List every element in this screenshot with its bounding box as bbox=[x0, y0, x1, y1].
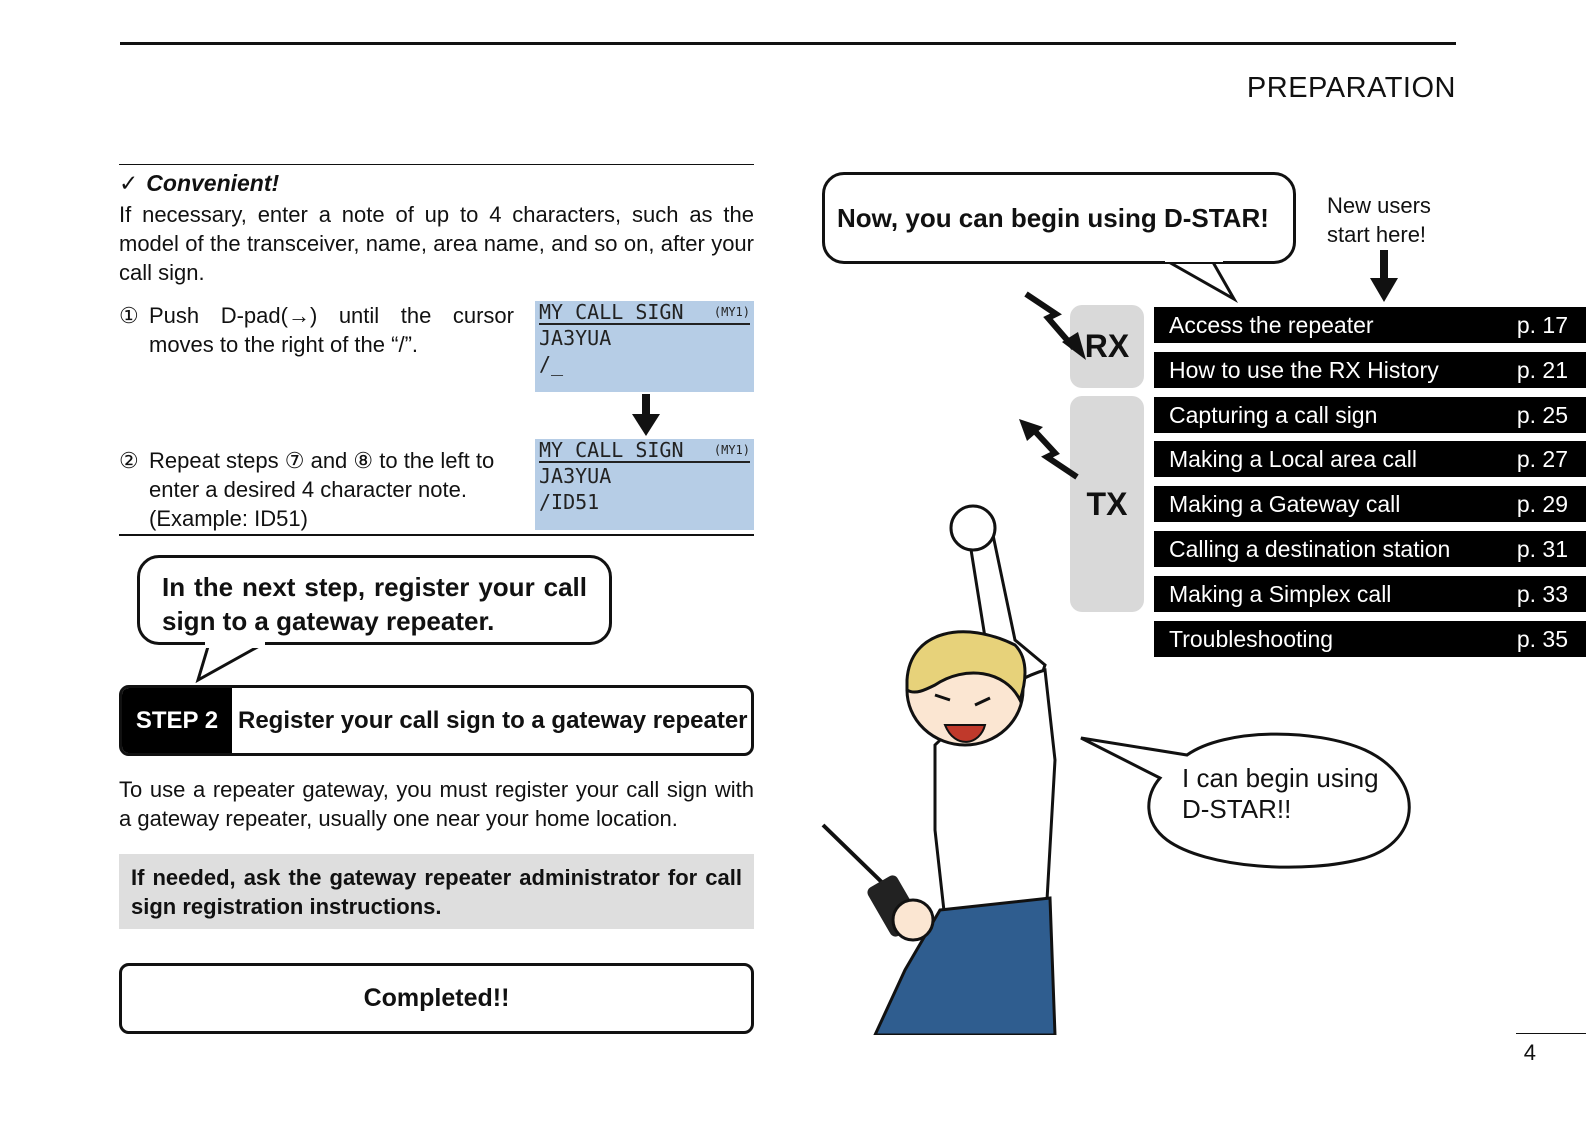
tx-signal-arrow-icon bbox=[1015, 415, 1085, 495]
step2-header bbox=[119, 685, 754, 756]
convenient-body: If necessary, enter a note of up to 4 characters, such as the model of the transceiver, name, area name, and so on, after your call sign. bbox=[119, 202, 754, 285]
instruction-step-2 bbox=[119, 446, 514, 533]
menu-item[interactable]: How to use the RX History p. 21 bbox=[1154, 352, 1586, 388]
step-text: Repeat steps ⑦ and ⑧ to the left to enter a desired 4 character note. (Example: ID51) bbox=[149, 448, 495, 531]
dstar-bubble: Now, you can begin using D-STAR! bbox=[822, 172, 1296, 264]
rx-tab: RX bbox=[1070, 305, 1144, 388]
lcd-header: MY CALL SIGN (MY1) bbox=[539, 438, 750, 462]
tx-tab: TX bbox=[1070, 396, 1144, 612]
menu-item[interactable]: Troubleshooting p. 35 bbox=[1154, 621, 1586, 657]
instruction-step-1 bbox=[119, 301, 514, 359]
lcd-display-1 bbox=[535, 301, 754, 392]
page-number: 4 bbox=[1523, 1040, 1536, 1065]
convenient-rule bbox=[119, 164, 754, 165]
lcd-line: /ID51 bbox=[539, 490, 600, 514]
step-title: Register your call sign to a gateway repeater bbox=[238, 706, 748, 734]
menu-item[interactable]: Making a Local area call p. 27 bbox=[1154, 441, 1586, 477]
menu-item[interactable]: Calling a destination station p. 31 bbox=[1154, 531, 1586, 567]
register-body: To use a repeater gateway, you must register your call sign with a gateway repeater, usually one near your home location. bbox=[119, 777, 754, 831]
section-title: PREPARATION bbox=[1246, 72, 1456, 104]
note-box: If needed, ask the gateway repeater administrator for call sign registration instructions. bbox=[119, 854, 754, 929]
page-rule bbox=[1516, 1033, 1586, 1034]
header-rule bbox=[120, 42, 1456, 45]
lcd-line: JA3YUA bbox=[539, 464, 612, 488]
menu-item[interactable]: Capturing a call sign p. 25 bbox=[1154, 397, 1586, 433]
person-bubble-text: I can begin using D-STAR!! bbox=[1182, 763, 1379, 824]
rx-signal-arrow-icon bbox=[1018, 290, 1088, 370]
next-step-bubble: In the next step, register your call sign to a gateway repeater. bbox=[137, 555, 612, 645]
section-rule bbox=[119, 534, 754, 536]
step-text: Push D-pad(→) until the cursor moves to the right of the “/”. bbox=[149, 303, 514, 357]
check-icon: ✓ bbox=[119, 170, 139, 196]
completed-box: Completed!! bbox=[119, 963, 754, 1034]
arrow-down-icon bbox=[630, 394, 662, 438]
menu-item[interactable]: Making a Gateway call p. 29 bbox=[1154, 486, 1586, 522]
cheering-person-illustration bbox=[815, 500, 1075, 1035]
lcd-header: MY CALL SIGN (MY1) bbox=[539, 300, 750, 324]
step-number: ① bbox=[119, 303, 139, 328]
lcd-line: JA3YUA bbox=[539, 326, 612, 350]
menu-item[interactable]: Making a Simplex call p. 33 bbox=[1154, 576, 1586, 612]
step-number: ② bbox=[119, 448, 139, 473]
lcd-line: /_ bbox=[539, 352, 564, 376]
new-users-label: New users start here! bbox=[1327, 193, 1431, 247]
menu-item[interactable]: Access the repeater p. 17 bbox=[1154, 307, 1586, 343]
convenient-label: Convenient! bbox=[146, 170, 280, 196]
lcd-display-2 bbox=[535, 439, 754, 530]
convenient-title bbox=[119, 170, 279, 197]
step-label: STEP 2 bbox=[122, 688, 232, 753]
arrow-down-icon bbox=[1368, 250, 1400, 304]
